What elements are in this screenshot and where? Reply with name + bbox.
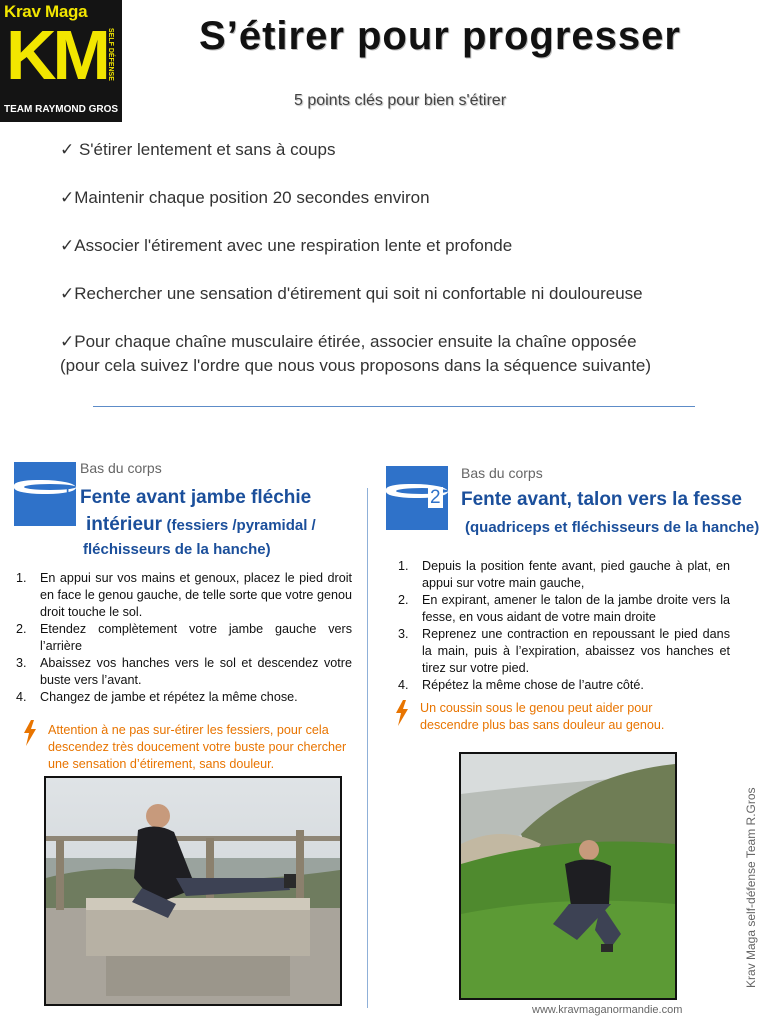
right-steps-list bbox=[392, 558, 730, 694]
list-item: 2. Etendez complètement votre jambe gauche vers l’arrière bbox=[16, 622, 352, 653]
exercise-number-1: 1 bbox=[62, 483, 73, 504]
logo-km-text: KM bbox=[6, 16, 107, 94]
left-warning-text: Attention à ne pas sur-étirer les fessiers, pour cela descendez très doucement votre buste pour chercher une sensation d’étirement, sans douleur. bbox=[48, 723, 347, 771]
lightning-bolt-icon bbox=[22, 720, 38, 752]
logo-team-text: TEAM RAYMOND GROS bbox=[4, 104, 119, 115]
right-heading-line2: (quadriceps et fléchisseurs de la hanche) bbox=[465, 519, 760, 536]
list-item: 1. Depuis la position fente avant, pied gauche à plat, en appui sur votre main gauche, bbox=[398, 559, 730, 590]
right-heading-line1: Fente avant, talon vers la fesse bbox=[461, 489, 742, 510]
left-category: Bas du corps bbox=[80, 460, 162, 476]
right-category: Bas du corps bbox=[461, 465, 543, 481]
exercise-number-2: 2 bbox=[430, 487, 441, 508]
section-divider bbox=[93, 406, 695, 407]
left-heading-rest: (fessiers /pyramidal / bbox=[166, 517, 316, 534]
right-exercise-photo bbox=[459, 752, 677, 1000]
logo-vertical-text: SELF DÉFENSE bbox=[107, 28, 114, 81]
key-point-2: ✓Maintenir chaque position 20 secondes environ bbox=[60, 188, 430, 207]
key-point-5-continuation: (pour cela suivez l'ordre que nous vous proposons dans la séquence suivante) bbox=[60, 356, 652, 375]
page-title: S’étirer pour progresser bbox=[199, 14, 681, 58]
left-heading-line3: fléchisseurs de la hanche) bbox=[83, 541, 271, 558]
left-heading-strong: intérieur bbox=[86, 514, 163, 535]
right-warning-text: Un coussin sous le genou peut aider pour descendre plus bas sans douleur au genou. bbox=[420, 701, 665, 732]
list-item: 3. Reprenez une contraction en repoussant le pied dans la main, puis à l’expiration, abaissez vos hanches et tirez sur votre pied. bbox=[398, 627, 730, 675]
list-item: 2. En expirant, amener le talon de la jambe droite vers la fesse, en vous aidant de votre main droite bbox=[398, 593, 730, 624]
logo-top-text: Krav Maga bbox=[4, 2, 88, 21]
left-heading-line2 bbox=[86, 514, 316, 536]
list-item: 1. En appui sur vos mains et genoux, placez le pied droit en face le genou gauche, de telle sorte que votre genou droit touche le sol. bbox=[16, 571, 352, 619]
list-item: 3. Abaissez vos hanches vers le sol et descendez votre buste vers l’avant. bbox=[16, 656, 352, 687]
left-steps-list bbox=[10, 570, 352, 706]
left-heading-line1: Fente avant jambe fléchie bbox=[80, 487, 312, 508]
key-point-3: ✓Associer l'étirement avec une respiration lente et profonde bbox=[60, 236, 513, 255]
list-item: 4. Changez de jambe et répétez la même chose. bbox=[16, 690, 298, 704]
side-credit-text: Krav Maga self-défense Team R.Gros bbox=[744, 787, 758, 988]
left-exercise-photo bbox=[44, 776, 342, 1006]
key-point-4: ✓Rechercher une sensation d'étirement qui soit ni confortable ni douloureuse bbox=[60, 284, 643, 303]
key-point-1: ✓ S'étirer lentement et sans à coups bbox=[60, 140, 336, 159]
list-item: 4. Répétez la même chose de l’autre côté. bbox=[398, 678, 644, 692]
footer-url[interactable]: www.kravmaganormandie.com bbox=[532, 1004, 683, 1016]
lightning-bolt-icon bbox=[394, 700, 410, 732]
key-point-5: ✓Pour chaque chaîne musculaire étirée, associer ensuite la chaîne opposée bbox=[60, 332, 637, 351]
column-divider bbox=[367, 488, 368, 1008]
page-subtitle: 5 points clés pour bien s'étirer bbox=[293, 92, 507, 109]
